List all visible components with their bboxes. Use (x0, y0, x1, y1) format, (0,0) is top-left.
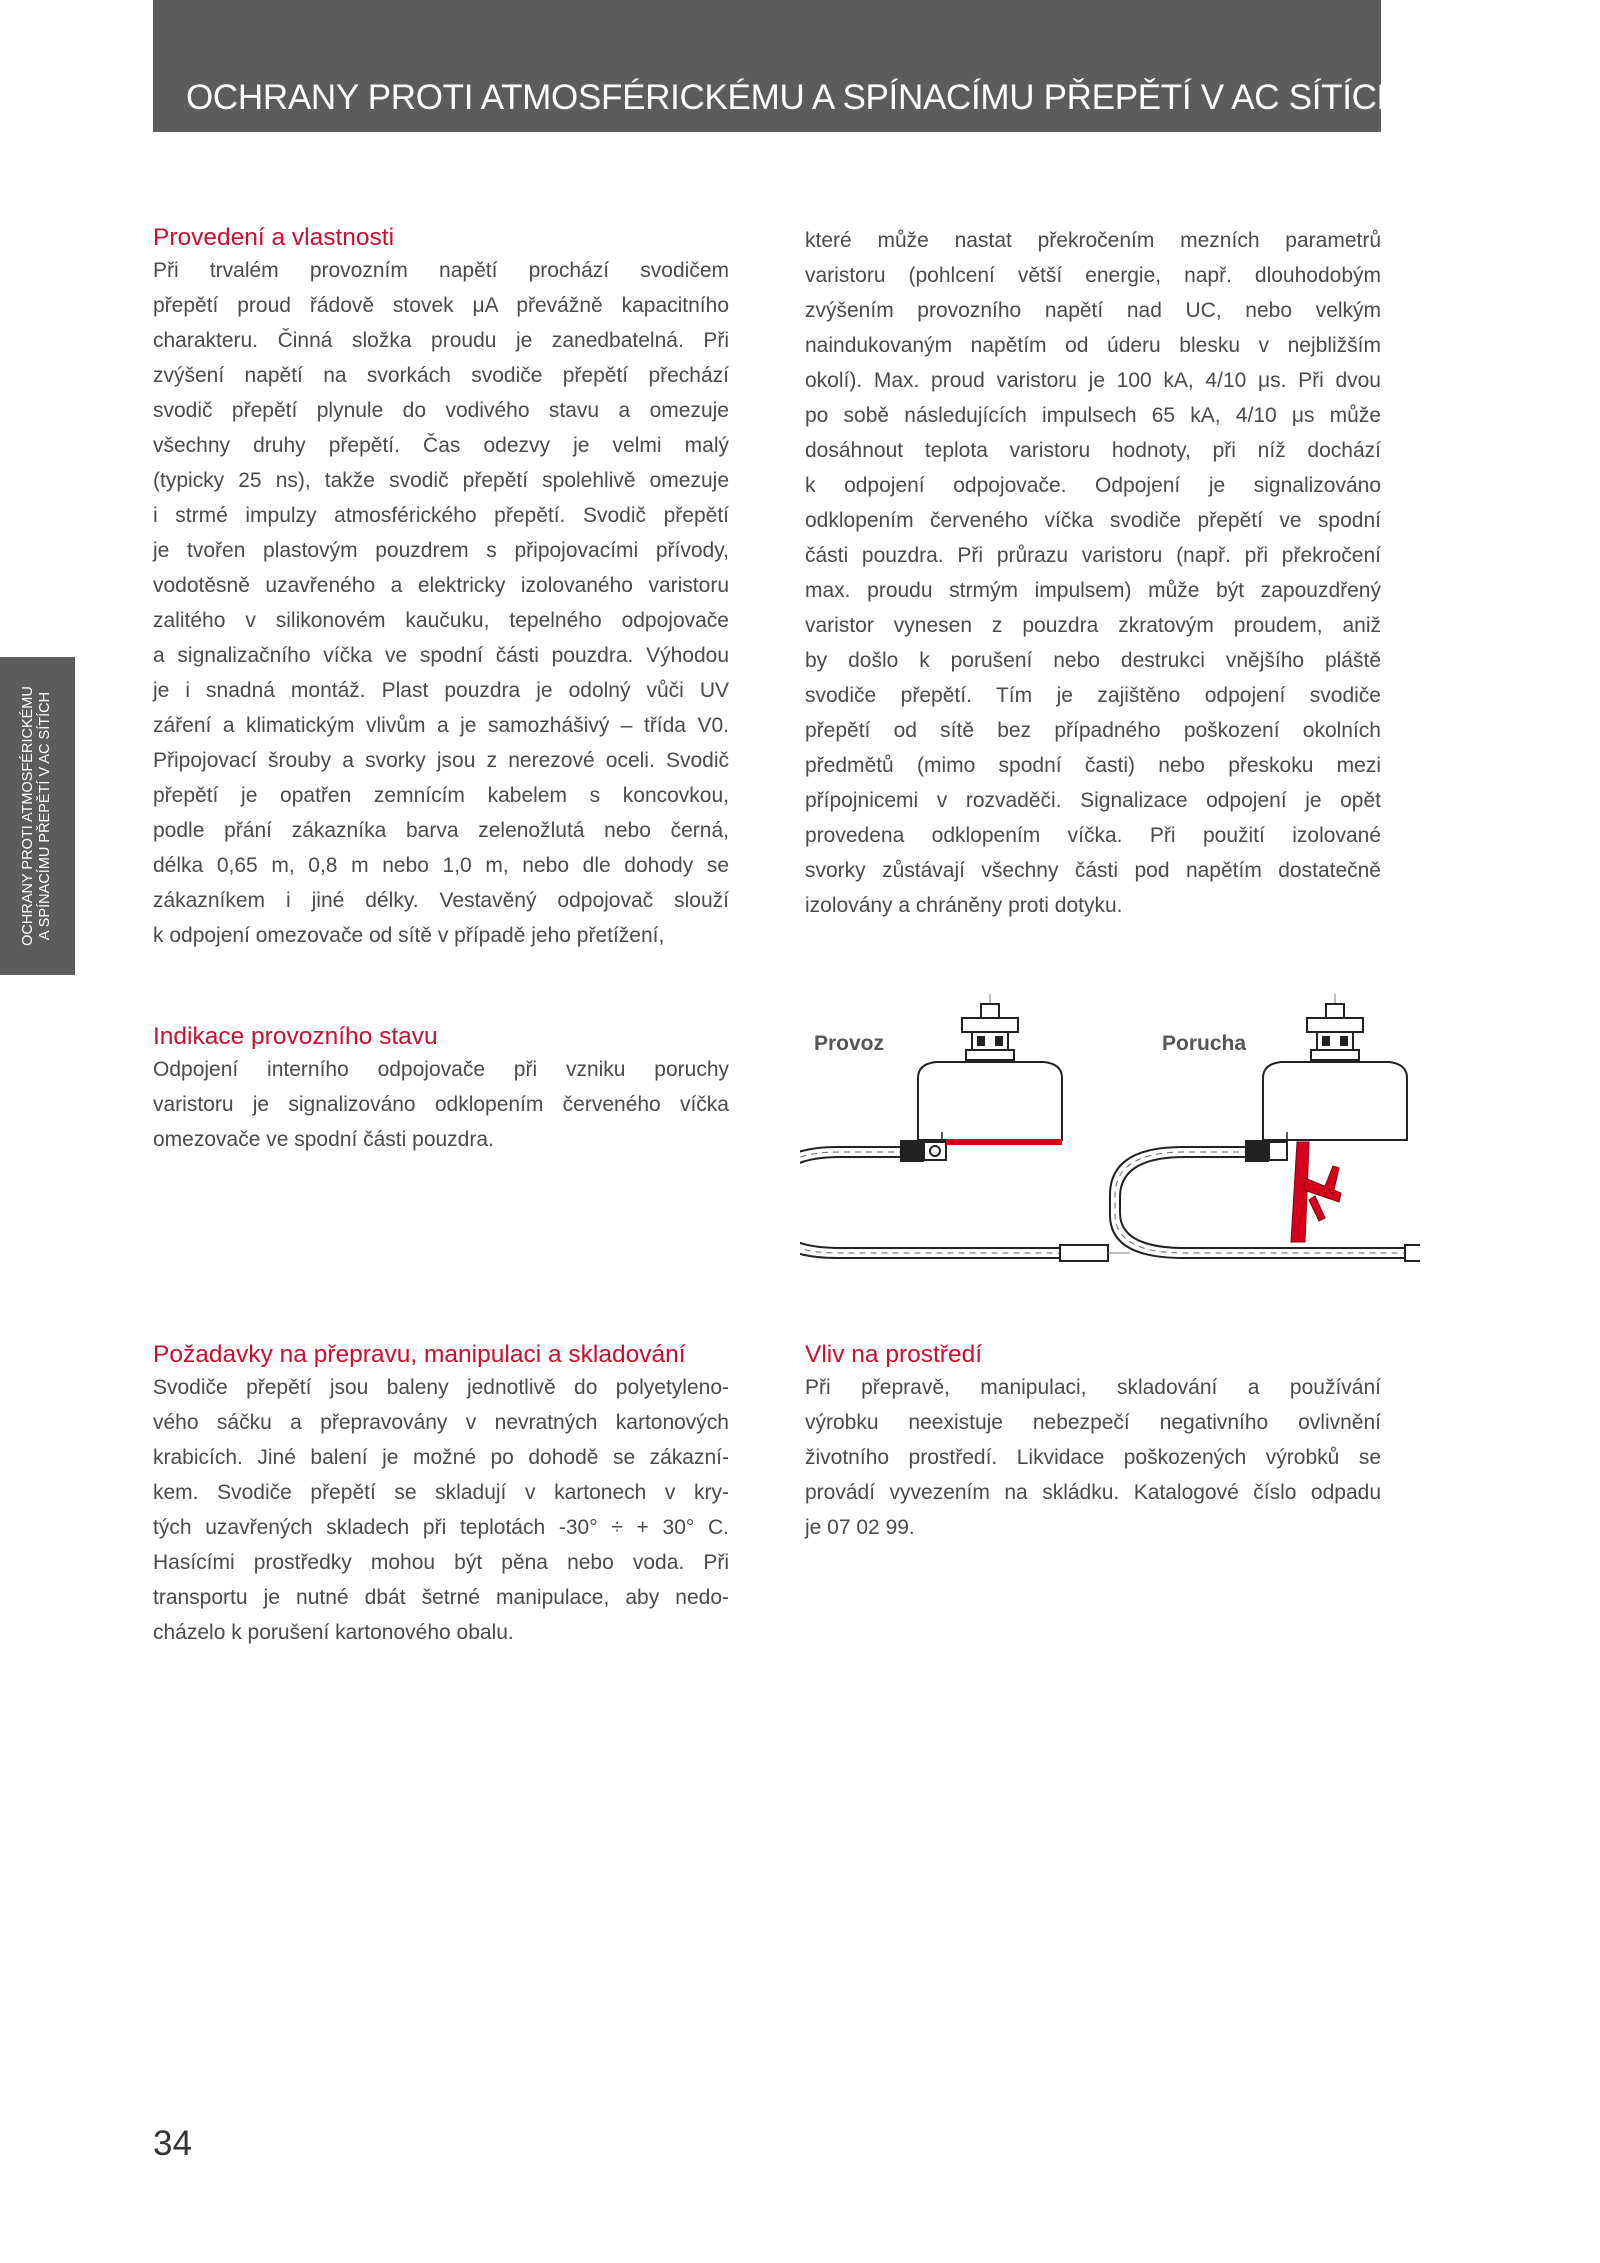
heading-vliv: Vliv na prostředí (805, 1341, 983, 1368)
text-line: Při trvalém provozním napětí prochází svodičem (153, 259, 729, 282)
text-line: Připojovací šrouby a svorky jsou z nerezové oceli. Svodič (153, 749, 729, 772)
text-line: délka 0,65 m, 0,8 m nebo 1,0 m, nebo dle dohody se (153, 854, 729, 877)
text-line: životního prostředí. Likvidace poškozených výrobků se (805, 1446, 1381, 1469)
text-line: k odpojení omezovače od sítě v případě jeho přetížení, (153, 924, 665, 947)
text-line: tých uzavřených skladech při teplotách -30° ÷ + 30° C. (153, 1516, 729, 1539)
text-line: záření a klimatickým vlivům a je samozhášivý – třída V0. (153, 714, 729, 737)
text-line: svodič přepětí plynule do vodivého stavu a omezuje (153, 399, 729, 422)
section-vliv (805, 1340, 1381, 1545)
text-line: charakteru. Činná složka proudu je zanedbatelná. Při (153, 329, 729, 352)
heading-pozadavky: Požadavky na přepravu, manipulaci a skladování (153, 1341, 686, 1368)
text-line: všechny druhy přepětí. Čas odezvy je velmi malý (153, 434, 729, 457)
text-line: dosáhnout teplota varistoru hodnoty, při níž dochází (805, 439, 1381, 462)
text-line: části pouzdra. Při průrazu varistoru (např. při překročení (805, 544, 1381, 567)
text-line: je i snadná montáž. Plast pouzdra je odolný vůči UV (153, 679, 729, 702)
text-line: i strmé impulzy atmosférického přepětí. Svodič přepětí (153, 504, 729, 527)
header-bar (153, 0, 1402, 132)
section-provedeni-right (805, 223, 1381, 923)
section-indikace (153, 1022, 729, 1157)
text-line: (typicky 25 ns), takže svodič přepětí spolehlivě omezuje (153, 469, 729, 492)
text-line: krabicích. Jiné balení je možné po dohodě se zákazní- (153, 1446, 729, 1469)
side-tab (0, 657, 75, 975)
text-line: zvýšením provozního napětí nad UC, nebo velkým (805, 299, 1381, 322)
text-line: zvýšení napětí na svorkách svodiče přepětí přechází (153, 364, 729, 387)
text-line: svorky zůstávají všechny části pod napětím dostatečně (805, 859, 1381, 882)
text-line: kem. Svodiče přepětí se skladují v kartonech v kry- (153, 1481, 729, 1504)
text-line: přepětí proud řádově stovek μA převážně kapacitního (153, 294, 729, 317)
text-line: provedena odklopením víčka. Při použití izolované (805, 824, 1381, 847)
figure-label-porucha: Porucha (1162, 1032, 1247, 1055)
section-provedeni-left (153, 223, 729, 953)
text-line: které může nastat překročením mezních parametrů (805, 229, 1381, 252)
text-line: zalitého v silikonovém kaučuku, tepelného odpojovače (153, 609, 729, 632)
text-line: odklopením červeného víčka svodiče přepětí ve spodní (805, 509, 1381, 532)
text-line: zákazníkem i jiné délky. Vestavěný odpojovač slouží (153, 889, 729, 912)
text-line: přípojnicemi v rozvaděči. Signalizace odpojení je opět (805, 789, 1381, 812)
heading-indikace: Indikace provozního stavu (153, 1023, 438, 1050)
vliv-text (805, 1370, 1381, 1545)
text-line: transportu je nutné dbát šetrné manipulace, aby nedo- (153, 1586, 729, 1609)
page-title: OCHRANY PROTI ATMOSFÉRICKÉMU A SPÍNACÍMU PŘEPĚTÍ V AC SÍTÍCH (186, 78, 1402, 117)
text-line: by došlo k porušení nebo destrukci vnějšího pláště (805, 649, 1381, 672)
text-line: je 07 02 99. (805, 1516, 915, 1539)
text-line: svodiče přepětí. Tím je zajištěno odpojení svodiče (805, 684, 1381, 707)
indikace-text (153, 1052, 729, 1157)
text-line: k odpojení odpojovače. Odpojení je signalizováno (805, 474, 1381, 497)
heading-provedeni: Provedení a vlastnosti (153, 224, 395, 251)
text-line: a signalizačního víčka ve spodní části pouzdra. Výhodou (153, 644, 729, 667)
text-line: naindukovaným napětím od úderu blesku v nejbližším (805, 334, 1381, 357)
pozadavky-text (153, 1370, 729, 1650)
figure-label-provoz: Provoz (814, 1032, 885, 1055)
text-line: Hasícími prostředky mohou být pěna nebo voda. Při (153, 1551, 729, 1574)
text-line: provádí vyvezením na skládku. Katalogové číslo odpadu (805, 1481, 1381, 1504)
text-line: přepětí je opatřen zemnícím kabelem s koncovkou, (153, 784, 729, 807)
section-pozadavky (153, 1340, 729, 1650)
text-line: cházelo k porušení kartonového obalu. (153, 1621, 514, 1644)
provedeni-left-text (153, 253, 729, 953)
text-line: podle přání zákazníka barva zelenožlutá nebo černá, (153, 819, 729, 842)
page-number: 34 (153, 2124, 192, 2163)
text-line: výrobku neexistuje nebezpečí negativního ovlivnění (805, 1411, 1381, 1434)
text-line: po sobě následujících impulsech 65 kA, 4/10 μs může (805, 404, 1381, 427)
text-line: varistor vynesen z pouzdra zkratovým proudem, aniž (805, 614, 1381, 637)
text-line: předmětů (mimo spodní časti) nebo přeskoku mezi (805, 754, 1381, 777)
side-tab-line-2: A SPÍNACÍMU PŘEPĚTÍ V AC SÍTÍCH (37, 691, 53, 941)
text-line: omezovače ve spodní části pouzdra. (153, 1128, 494, 1151)
text-line: okolí). Max. proud varistoru je 100 kA, 4/10 μs. Při dvou (805, 369, 1381, 392)
text-line: max. proudu strmým impulsem) může být zapouzdřený (805, 579, 1381, 602)
side-tab-text (20, 657, 54, 975)
text-line: Svodiče přepětí jsou baleny jednotlivě do polyetyleno- (153, 1376, 729, 1399)
text-line: Odpojení interního odpojovače při vzniku poruchy (153, 1058, 729, 1081)
text-line: vého sáčku a přepravovány v nevratných kartonových (153, 1411, 729, 1434)
surge-arrester-figure (800, 990, 1420, 1280)
text-line: Při přepravě, manipulaci, skladování a používání (805, 1376, 1381, 1399)
text-line: varistoru je signalizováno odklopením červeného víčka (153, 1093, 729, 1116)
text-line: přepětí od sítě bez případného poškození okolních (805, 719, 1381, 742)
text-line: vodotěsně uzavřeného a elektricky izolovaného varistoru (153, 574, 729, 597)
provedeni-right-text (805, 223, 1381, 923)
side-tab-line-1: OCHRANY PROTI ATMOSFÉRICKÉMU (20, 686, 36, 946)
figure-drawing (800, 990, 1420, 1280)
text-line: izolovány a chráněny proti dotyku. (805, 894, 1123, 917)
text-line: varistoru (pohlcení větší energie, např. dlouhodobým (805, 264, 1381, 287)
text-line: je tvořen plastovým pouzdrem s připojovacími přívody, (153, 539, 729, 562)
